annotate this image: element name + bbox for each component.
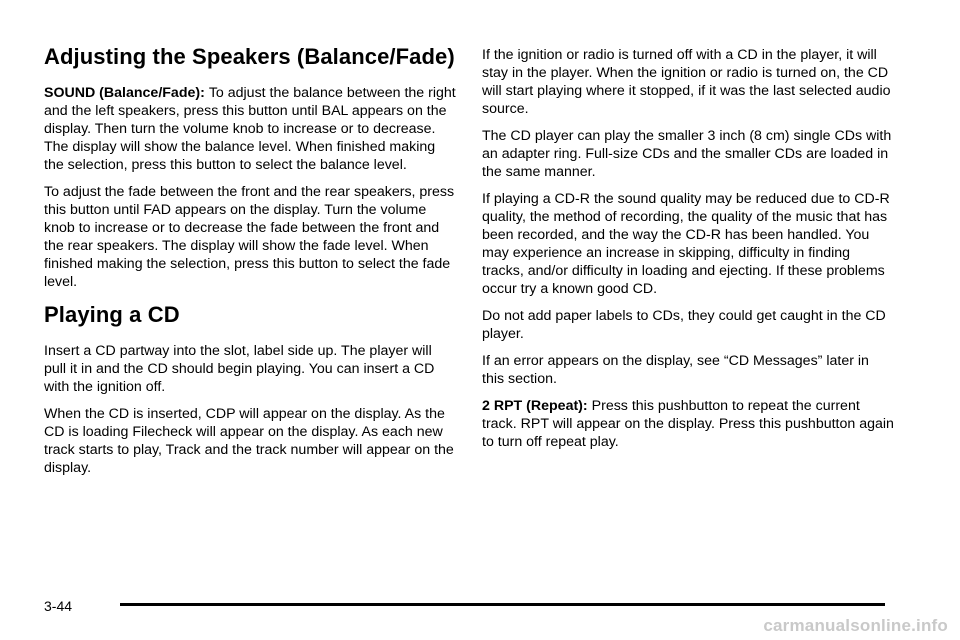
repeat-text: Press this pushbutton to repeat the current track. RPT will appear on the display. Press this pushbutton again to turn off repeat play. — [482, 398, 894, 450]
sound-balance-fade-paragraph — [44, 84, 456, 174]
section-heading-playing-cd: Playing a CD — [44, 302, 180, 327]
page-number: 3-44 — [44, 598, 73, 614]
right-column — [482, 46, 894, 460]
ignition-off-paragraph: If the ignition or radio is turned off with a CD in the player, it will stay in the player. When the ignition or radio is turned on, the CD will start playing where it stopped, if it was the last selected audio source. — [482, 47, 891, 117]
small-cd-paragraph: The CD player can play the smaller 3 inch (8 cm) single CDs with an adapter ring. Full-size CDs and the smaller CDs are loaded in the same manner. — [482, 128, 892, 180]
cd-inserted-paragraph: When the CD is inserted, CDP will appear on the display. As the CD is loading Filecheck will appear on the display. As each new track starts to play, Track and the track number will appear on the display. — [44, 406, 454, 476]
repeat-label: 2 RPT (Repeat): — [482, 398, 588, 414]
fade-instructions-paragraph: To adjust the fade between the front and the rear speakers, press this button until FAD appears on the display. Turn the volume knob to increase or to decrease the fade between the front and the rear speakers. The display will show the fade level. When finished making the selection, press this button to select the fade level. — [44, 184, 455, 290]
insert-cd-paragraph: Insert a CD partway into the slot, label side up. The player will pull it in and the CD should begin playing. You can insert a CD with the ignition off. — [44, 343, 435, 395]
paper-labels-paragraph: Do not add paper labels to CDs, they could get caught in the CD player. — [482, 308, 886, 342]
cd-r-paragraph: If playing a CD-R the sound quality may be reduced due to CD-R quality, the method of recording, the quality of the music that has been recorded, and the way the CD-R has been handled. You may experience an increase in skipping, difficulty in finding tracks, and/or difficulty in loading and ejecting. If these problems occur try a known good CD. — [482, 191, 890, 297]
left-column — [44, 42, 456, 486]
sound-balance-fade-label: SOUND (Balance/Fade): — [44, 85, 205, 101]
footer-rule-divider — [120, 603, 885, 606]
error-messages-paragraph: If an error appears on the display, see “CD Messages” later in this section. — [482, 353, 869, 387]
sound-balance-fade-text: To adjust the balance between the right and the left speakers, press this button until BAL appears on the display. Then turn the volume knob to increase or to decrease. The display will show the balance level. When finished making the selection, press this button to select the balance level. — [44, 85, 456, 173]
watermark-text: carmanualsonline.info — [763, 616, 948, 635]
section-heading-balance-fade: Adjusting the Speakers (Balance/Fade) — [44, 44, 455, 69]
repeat-paragraph — [482, 397, 894, 451]
